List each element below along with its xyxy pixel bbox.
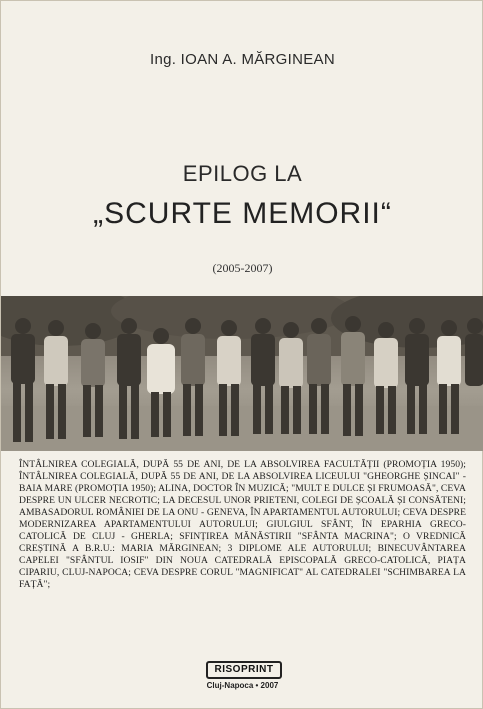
publisher-place: Cluj-Napoca • 2007 bbox=[206, 681, 279, 690]
years-range: (2005-2007) bbox=[212, 261, 273, 275]
title-line-1: EPILOG LA bbox=[182, 161, 303, 186]
group-photo-image bbox=[1, 296, 483, 451]
publisher-logo: RISOPRINT bbox=[206, 661, 282, 679]
author-name: Ing. IOAN A. MĂRGINEAN bbox=[150, 51, 335, 68]
group-photo bbox=[1, 296, 483, 451]
title-line-2: „SCURTE MEMORII“ bbox=[93, 197, 392, 230]
contents-description: ÎNTÂLNIREA COLEGIALĂ, DUPĂ 55 DE ANI, DE LA ABSOLVIREA FACULTĂȚII (PROMOȚIA 1950); ÎNTÂLNIREA COLEGIALĂ, DUPĂ 55 DE ANI, DE LA ABSOLVIREA LICEULUI "GHEORGHE ȘINCAI" - BAIA MARE (PROMOȚIA 1950); ALINA, DOCTOR ÎN MUZICĂ; "MULT E DULCE ȘI FRUMOASĂ", CEVA DESPRE UN ULCER NECROTIC; LA DECESUL UNOR PRIETENI, COLEGI DE ȘCOALĂ ȘI CONSĂTENI; AMBASADORUL ROMÂNIEI DE LA ONU - GENEVA, ÎN APARTAMENTUL AUTORULUI; CEVA DESPRE MODERNIZAREA APARTAMENTULUI AUTORULUI; GIULGIUL SFÂNT, ÎN EPARHIA GRECO-CATOLICĂ DE CLUJ - GHERLA; SFINȚIREA MĂNĂSTIRII "SFÂNTA MACRINA"; O VREDNICĂ CREȘTINĂ A B.R.U.: MARIA MĂRGINEAN; 3 DIPLOME ALE AUTORULUI; BINECUVÂNTAREA CAPELEI "SFÂNTUL IOSIF" DIN NOUA CATEDRALĂ EPISCOPALĂ GRECO-CATOLICĂ, PIAȚA CIPARIU, CLUJ-NAPOCA; CEVA DESPRE CORUL "MAGNIFICAT" AL CATEDRALEI "SCHIMBAREA LA FAȚĂ"; bbox=[19, 459, 466, 590]
